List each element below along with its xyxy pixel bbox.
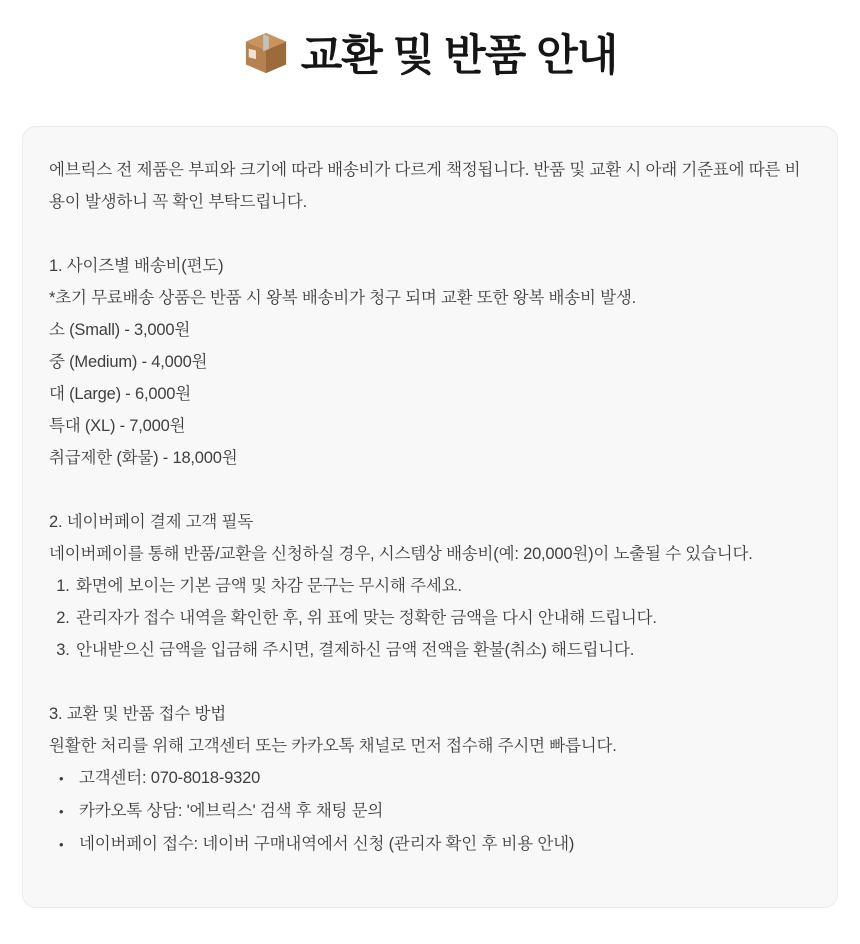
- policy-card: [22, 126, 838, 908]
- section2-heading: 2. 네이버페이 결제 고객 필독: [49, 513, 254, 531]
- price-line-large: 대 (Large) - 6,000원: [49, 385, 192, 403]
- section-naverpay-notice: [49, 506, 811, 666]
- section2-lead: 네이버페이를 통해 반품/교환을 신청하실 경우, 시스템상 배송비(예: 20,000원)이 노출될 수 있습니다.: [49, 545, 753, 563]
- section1-heading: 1. 사이즈별 배송비(편도): [49, 257, 224, 275]
- contact-list: [49, 762, 811, 861]
- section3-lead: 원활한 처리를 위해 고객센터 또는 카카오톡 채널로 먼저 접수해 주시면 빠릅니다.: [49, 737, 617, 755]
- price-line-freight: 취급제한 (화물) - 18,000원: [49, 449, 238, 467]
- naverpay-step: 1. 화면에 보이는 기본 금액 및 차감 문구는 무시해 주세요.: [74, 570, 811, 602]
- section1-note: *초기 무료배송 상품은 반품 시 왕복 배송비가 청구 되며 교환 또한 왕복 배송비 발생.: [49, 289, 636, 307]
- section-size-shipping-fee: [49, 250, 811, 474]
- intro-paragraph: 에브릭스 전 제품은 부피와 크기에 따라 배송비가 다르게 책정됩니다. 반품 및 교환 시 아래 기준표에 따른 비용이 발생하니 꼭 확인 부탁드립니다.: [49, 161, 801, 211]
- page: [0, 26, 860, 908]
- package-icon: [243, 30, 289, 92]
- naverpay-steps-list: [49, 570, 811, 666]
- contact-item-kakao: • 카카오톡 상담: '에브릭스' 검색 후 채팅 문의: [49, 795, 811, 828]
- naverpay-step: 3. 안내받으신 금액을 입금해 주시면, 결제하신 금액 전액을 환불(취소) 해드립니다.: [74, 634, 811, 666]
- price-line-xl: 특대 (XL) - 7,000원: [49, 417, 186, 435]
- section-request-method: [49, 698, 811, 861]
- price-line-small: 소 (Small) - 3,000원: [49, 321, 191, 339]
- contact-item-phone: • 고객센터: 070-8018-9320: [49, 762, 811, 795]
- page-title: [0, 26, 860, 92]
- contact-item-naverpay: • 네이버페이 접수: 네이버 구매내역에서 신청 (관리자 확인 후 비용 안내): [49, 828, 811, 861]
- section3-heading: 3. 교환 및 반품 접수 방법: [49, 705, 226, 723]
- naverpay-step: 2. 관리자가 접수 내역을 확인한 후, 위 표에 맞는 정확한 금액을 다시 안내해 드립니다.: [74, 602, 811, 634]
- price-line-medium: 중 (Medium) - 4,000원: [49, 353, 208, 371]
- page-title-text: 교환 및 반품 안내: [300, 32, 618, 80]
